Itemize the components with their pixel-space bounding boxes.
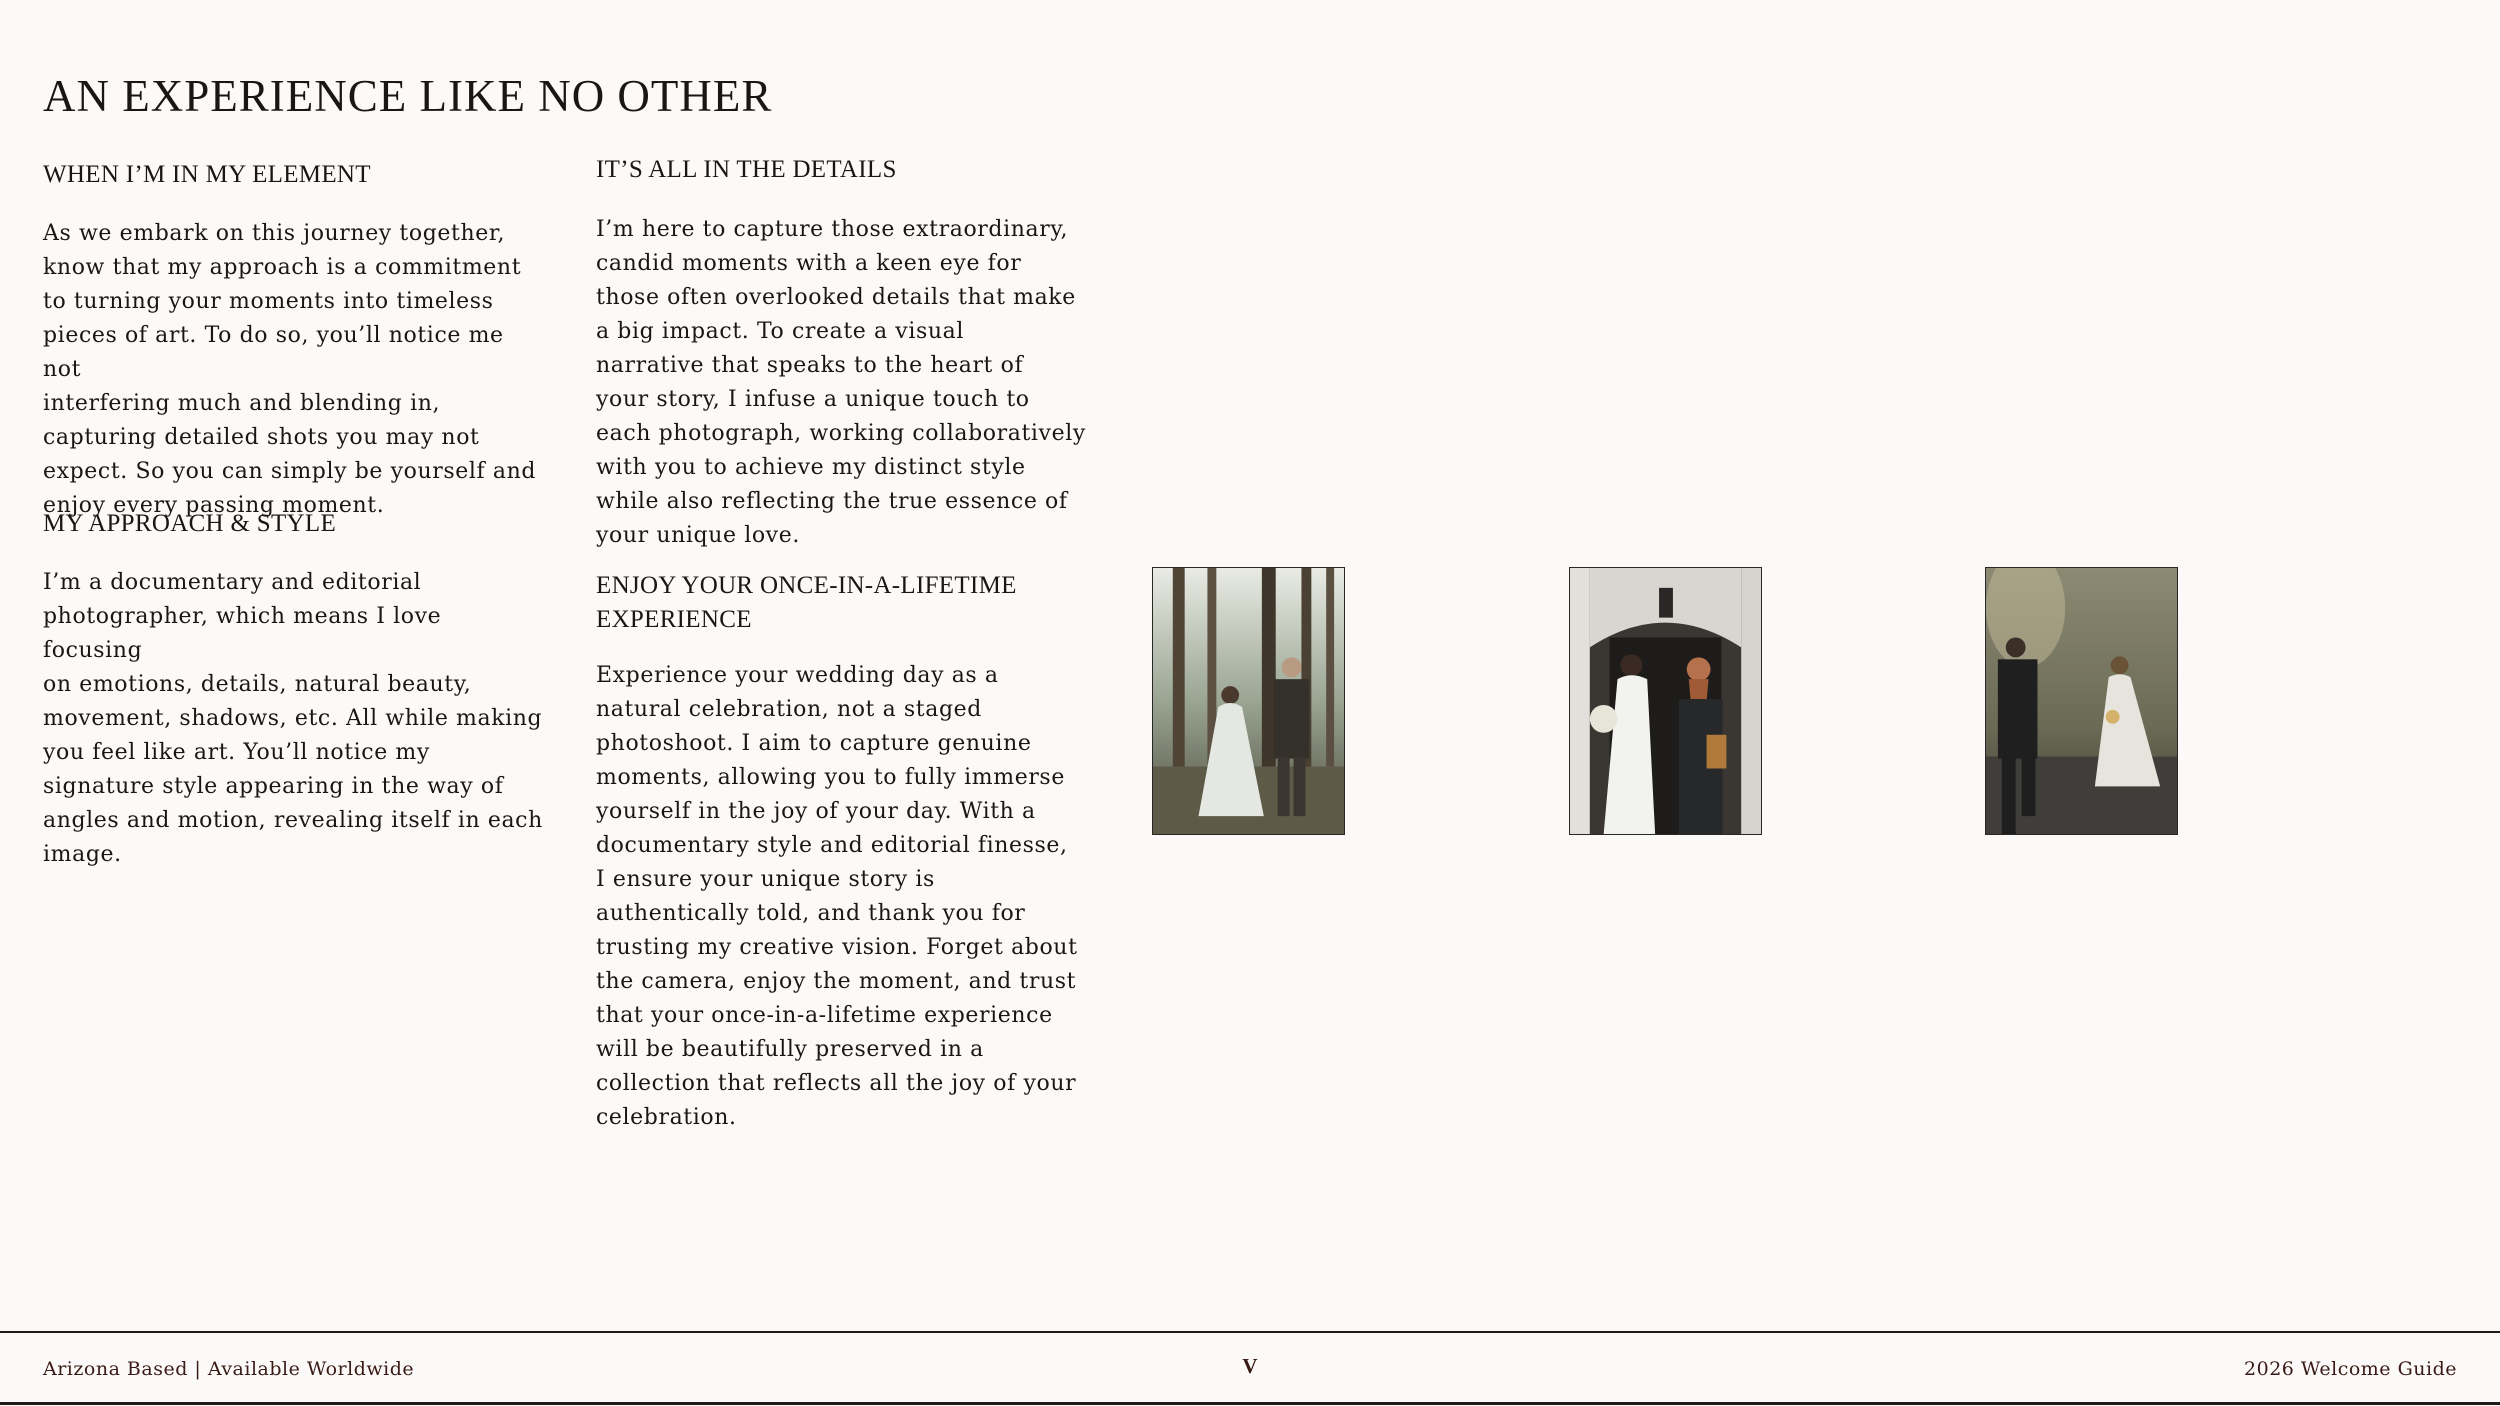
forest-couple-photo xyxy=(1152,567,1345,835)
section-body-details: I’m here to capture those extraordinary, candid moments with a keen eye for those often overlooked details that make a big impact. To create a visual narrative that speaks to the heart of your story, I infuse a unique touch to each photograph, working collaboratively with you to achieve my distinct style while also reflecting the true essence of your unique love. xyxy=(596,217,1086,548)
garden-couple-photo xyxy=(1985,567,2178,835)
page-title: AN EXPERIENCE LIKE NO OTHER xyxy=(43,71,773,121)
section-heading-enjoy: ENJOY YOUR ONCE-IN-A-LIFETIME EXPERIENCE xyxy=(596,572,1017,633)
footer-divider-top xyxy=(0,1331,2500,1333)
footer-location: Arizona Based | Available Worldwide xyxy=(43,1358,415,1380)
footer-divider-bottom xyxy=(0,1402,2500,1405)
section-heading-approach: MY APPROACH & STYLE xyxy=(43,510,337,537)
section-heading-element: WHEN I’M IN MY ELEMENT xyxy=(43,161,371,188)
church-exit-couple-photo xyxy=(1569,567,1762,835)
section-body-element: As we embark on this journey together, know that my approach is a commitment to turning your moments into timeless pieces of art. To do so, you’ll notice me not interfering much and blending in, capturing detailed shots you may not expect. So you can simply be yourself and enjoy every passing moment. xyxy=(43,221,537,518)
footer-guide-title: 2026 Welcome Guide xyxy=(2244,1358,2457,1380)
section-body-approach: I’m a documentary and editorial photographer, which means I love focusing on emotions, details, natural beauty, movement, shadows, etc. All while making you feel like art. You’ll notice my signature style appearing in the way of angles and motion, revealing itself in each image. xyxy=(43,570,543,867)
section-heading-details: IT’S ALL IN THE DETAILS xyxy=(596,156,897,183)
section-body-enjoy: Experience your wedding day as a natural celebration, not a staged photoshoot. I aim to capture genuine moments, allowing you to fully immerse yourself in the joy of your day. With a documentary style and editorial finesse, I ensure your unique story is authentically told, and thank you for trusting my creative vision. Forget about the camera, enjoy the moment, and trust that your once-in-a-lifetime experience will be beautifully preserved in a collection that reflects all the joy of your celebration. xyxy=(596,663,1078,1130)
footer-logo-mark: V xyxy=(1242,1354,1258,1378)
